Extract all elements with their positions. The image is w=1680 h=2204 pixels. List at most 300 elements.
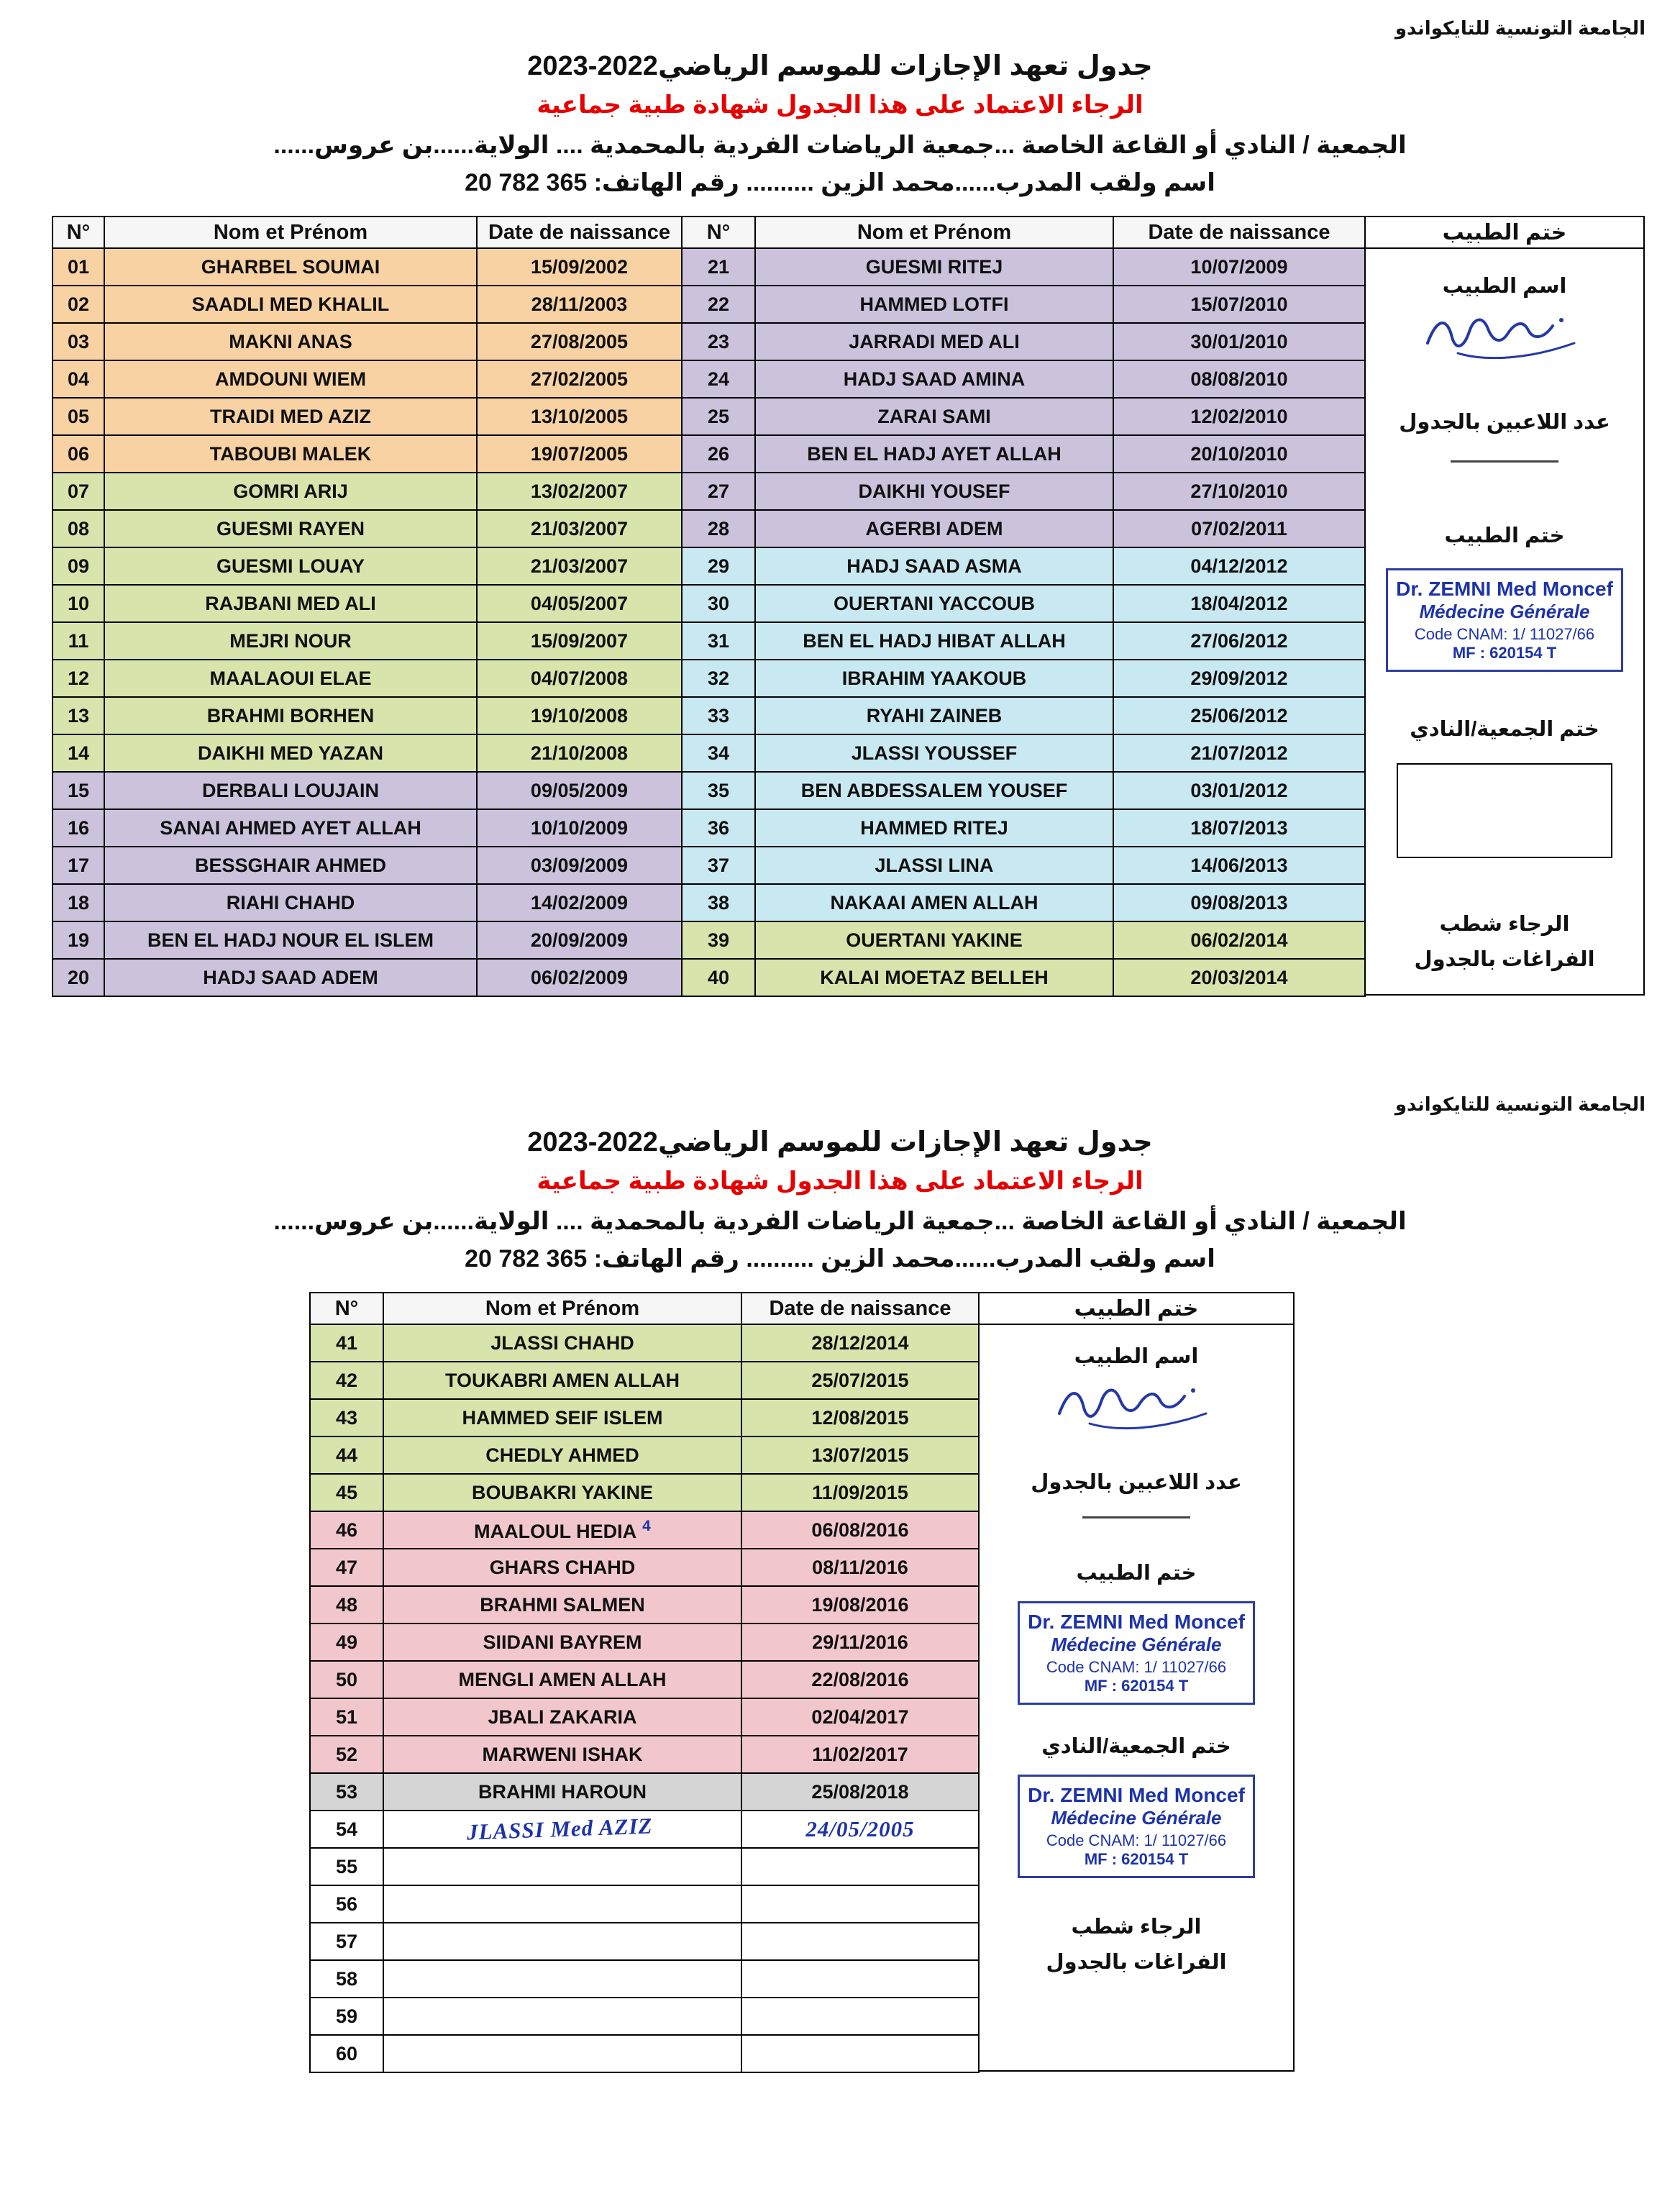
player-row (682, 435, 1365, 473)
player-number: 33 (682, 697, 755, 734)
player-number: 25 (682, 398, 755, 435)
club-stamp-box (1397, 763, 1612, 858)
player-name: BEN EL HADJ NOUR EL ISLEM (104, 921, 477, 959)
player-number: 18 (52, 884, 104, 921)
player-row (682, 622, 1365, 660)
col-header-dob: Date de naissance (477, 217, 682, 248)
form-title: جدول تعهد الإجازات للموسم الرياضي2022-2023 (527, 1127, 1153, 1157)
player-dob: 06/08/2016 (741, 1511, 979, 1549)
player-name: JLASSI LINA (755, 847, 1113, 884)
stamp-column-body (1366, 249, 1643, 994)
player-row (682, 921, 1365, 959)
player-number: 27 (682, 473, 755, 510)
doctor-name-label: اسم الطبيب (1442, 275, 1567, 298)
player-row (52, 622, 682, 660)
player-dob: 09/05/2009 (477, 772, 682, 809)
player-dob: 21/03/2007 (477, 547, 682, 585)
player-dob: 18/07/2013 (1113, 809, 1365, 847)
stamp-column-header: ختم الطبيب (980, 1293, 1293, 1325)
player-row (682, 323, 1365, 360)
player-row (52, 660, 682, 697)
player-row (52, 360, 682, 398)
players-count-label: عدد اللاعبين بالجدول (1031, 1471, 1242, 1494)
player-number: 09 (52, 547, 104, 585)
player-number: 47 (310, 1549, 383, 1586)
player-name: GUESMI RAYEN (104, 510, 477, 547)
player-name: BRAHMI BORHEN (104, 697, 477, 734)
player-dob: 10/10/2009 (477, 809, 682, 847)
player-number: 46 (310, 1511, 383, 1549)
player-dob: 11/02/2017 (741, 1736, 979, 1773)
player-dob: 11/09/2015 (741, 1474, 979, 1511)
player-row (682, 398, 1365, 435)
player-name: RIAHI CHAHD (104, 884, 477, 921)
player-dob: 24/05/2005 (741, 1811, 979, 1848)
player-row (310, 1624, 979, 1661)
player-dob: 04/07/2008 (477, 660, 682, 697)
player-number: 59 (310, 1998, 383, 2035)
stamp-sidebar-top (1364, 216, 1645, 996)
player-name: BOUBAKRI YAKINE (383, 1474, 741, 1511)
player-name: IBRAHIM YAAKOUB (755, 660, 1113, 697)
player-name: TOUKABRI AMEN ALLAH (383, 1362, 741, 1399)
player-dob: 19/08/2016 (741, 1586, 979, 1624)
player-row (682, 547, 1365, 585)
coach-line (0, 168, 1680, 197)
player-name: GHARS CHAHD (383, 1549, 741, 1586)
player-name: OUERTANI YACCOUB (755, 585, 1113, 622)
player-dob: 08/08/2010 (1113, 360, 1365, 398)
stamp-doctor-name: Dr. ZEMNI Med Moncef (1028, 1784, 1245, 1806)
red-notice: الرجاء الاعتماد على هذا الجدول شهادة طبية جماعية (537, 1167, 1143, 1195)
player-dob: 28/12/2014 (741, 1324, 979, 1362)
player-row (52, 921, 682, 959)
player-number: 10 (52, 585, 104, 622)
player-number: 53 (310, 1773, 383, 1811)
doctor-name-label: اسم الطبيب (1074, 1345, 1199, 1368)
player-dob: 07/02/2011 (1113, 510, 1365, 547)
player-row (682, 510, 1365, 547)
pen-mark: 4 (642, 1517, 651, 1534)
header-row (52, 217, 682, 248)
col-header-name: Nom et Prénom (383, 1293, 741, 1324)
doctor-stamp (1018, 1601, 1255, 1705)
player-row (310, 1661, 979, 1698)
player-row (682, 847, 1365, 884)
player-name: HADJ SAAD AMINA (755, 360, 1113, 398)
doctor-stamp-label: ختم الطبيب (1076, 1562, 1197, 1585)
player-name: GUESMI RITEJ (755, 248, 1113, 286)
player-name: AMDOUNI WIEM (104, 360, 477, 398)
player-number: 12 (52, 660, 104, 697)
player-number: 43 (310, 1399, 383, 1436)
col-header-name: Nom et Prénom (755, 217, 1113, 248)
player-dob: 13/07/2015 (741, 1436, 979, 1474)
player-row (310, 1399, 979, 1436)
player-number: 48 (310, 1586, 383, 1624)
player-dob: 25/08/2018 (741, 1773, 979, 1811)
header-row (310, 1293, 979, 1324)
cross-out-note: الرجاء شطب الفراغات بالجدول (1414, 913, 1595, 972)
player-row (52, 959, 682, 996)
player-number: 26 (682, 435, 755, 473)
player-number: 31 (682, 622, 755, 660)
player-row (52, 510, 682, 547)
player-name (383, 1960, 741, 1998)
player-name: BRAHMI HAROUN (383, 1773, 741, 1811)
stamp-sidebar-bottom (978, 1292, 1295, 2072)
player-row (52, 473, 682, 510)
stamp-mf-code: MF : 620154 T (1452, 644, 1557, 662)
player-number: 51 (310, 1698, 383, 1736)
player-row (310, 1511, 979, 1549)
count-blank-line (1082, 1516, 1190, 1518)
player-row (310, 1362, 979, 1399)
player-name: BEN EL HADJ HIBAT ALLAH (755, 622, 1113, 660)
player-name: SANAI AHMED AYET ALLAH (104, 809, 477, 847)
player-dob: 03/01/2012 (1113, 772, 1365, 809)
player-dob: 20/03/2014 (1113, 959, 1365, 996)
player-number: 21 (682, 248, 755, 286)
player-row (682, 660, 1365, 697)
player-row (52, 697, 682, 734)
player-number: 01 (52, 248, 104, 286)
player-name (383, 2035, 741, 2072)
player-dob: 27/10/2010 (1113, 473, 1365, 510)
header-row (682, 217, 1365, 248)
player-number: 05 (52, 398, 104, 435)
player-dob: 27/08/2005 (477, 323, 682, 360)
player-dob: 04/05/2007 (477, 585, 682, 622)
player-number: 56 (310, 1885, 383, 1923)
player-dob: 30/01/2010 (1113, 323, 1365, 360)
phone-number: 20 782 365 (465, 1245, 588, 1272)
player-row (682, 473, 1365, 510)
player-number: 34 (682, 734, 755, 772)
player-number: 03 (52, 323, 104, 360)
player-row (310, 1474, 979, 1511)
club-stamp-label: ختم الجمعية/النادي (1410, 718, 1599, 741)
player-number: 49 (310, 1624, 383, 1661)
player-name: SIIDANI BAYREM (383, 1624, 741, 1661)
player-name: TRAIDI MED AZIZ (104, 398, 477, 435)
doctor-stamp (1386, 568, 1623, 672)
player-number: 19 (52, 921, 104, 959)
player-dob (741, 1885, 979, 1923)
player-name: HAMMED RITEJ (755, 809, 1113, 847)
player-name: BEN EL HADJ AYET ALLAH (755, 435, 1113, 473)
player-row (682, 697, 1365, 734)
stamp-mf-code: MF : 620154 T (1084, 1677, 1189, 1695)
table-band-top (52, 216, 1680, 997)
player-dob: 15/09/2002 (477, 248, 682, 286)
player-number: 13 (52, 697, 104, 734)
player-row (52, 248, 682, 286)
player-number: 45 (310, 1474, 383, 1511)
player-name: MARWENI ISHAK (383, 1736, 741, 1773)
player-dob (741, 1960, 979, 1998)
phone-number: 20 782 365 (465, 169, 588, 196)
stamp-cnam-code: Code CNAM: 1/ 11027/66 (1414, 625, 1595, 643)
player-name: MAKNI ANAS (104, 323, 477, 360)
player-dob (741, 2035, 979, 2072)
player-name: DAIKHI MED YAZAN (104, 734, 477, 772)
player-number: 50 (310, 1661, 383, 1698)
form-section-bottom (0, 1076, 1680, 2073)
player-number: 44 (310, 1436, 383, 1474)
player-number: 54 (310, 1811, 383, 1848)
player-row (52, 772, 682, 809)
player-number: 55 (310, 1848, 383, 1885)
player-row (682, 360, 1365, 398)
cross-out-note: الرجاء شطب الفراغات بالجدول (1046, 1916, 1227, 1975)
player-row (52, 323, 682, 360)
club-stamp-label: ختم الجمعية/النادي (1041, 1735, 1231, 1758)
player-name: JLASSI Med AZIZ (383, 1811, 741, 1848)
player-number: 24 (682, 360, 755, 398)
player-dob (741, 1923, 979, 1960)
player-row (682, 772, 1365, 809)
player-number: 52 (310, 1736, 383, 1773)
col-header-name: Nom et Prénom (104, 217, 477, 248)
player-name (383, 1848, 741, 1885)
player-dob: 14/02/2009 (477, 884, 682, 921)
player-dob: 13/10/2005 (477, 398, 682, 435)
player-row (310, 1736, 979, 1773)
player-row (310, 1960, 979, 1998)
player-dob: 20/09/2009 (477, 921, 682, 959)
player-name: MAALAOUI ELAE (104, 660, 477, 697)
player-name: RAJBANI MED ALI (104, 585, 477, 622)
player-row (310, 1324, 979, 1362)
player-dob: 27/02/2005 (477, 360, 682, 398)
coach-line-text: اسم ولقب المدرب......محمد الزين .......... رقم الهاتف: (587, 169, 1215, 196)
player-row (52, 884, 682, 921)
player-name: DAIKHI YOUSEF (755, 473, 1113, 510)
player-dob: 28/11/2003 (477, 286, 682, 323)
player-name: JLASSI CHAHD (383, 1324, 741, 1362)
player-row (52, 847, 682, 884)
doctor-stamp-label: ختم الطبيب (1444, 524, 1565, 547)
player-dob: 21/10/2008 (477, 734, 682, 772)
coach-line (0, 1244, 1680, 1273)
player-number: 16 (52, 809, 104, 847)
stamp-doctor-name: Dr. ZEMNI Med Moncef (1028, 1611, 1245, 1633)
player-row (682, 734, 1365, 772)
player-name: MENGLI AMEN ALLAH (383, 1661, 741, 1698)
player-name: CHEDLY AHMED (383, 1436, 741, 1474)
player-row (310, 1549, 979, 1586)
player-dob: 02/04/2017 (741, 1698, 979, 1736)
stamp-cnam-code: Code CNAM: 1/ 11027/66 (1046, 1658, 1227, 1676)
stamp-column-body (980, 1325, 1293, 2070)
stamp-doctor-name: Dr. ZEMNI Med Moncef (1396, 578, 1613, 600)
player-row (310, 1923, 979, 1960)
player-name: MAALOUL HEDIA $^4$ (383, 1511, 741, 1549)
player-number: 28 (682, 510, 755, 547)
player-row (52, 809, 682, 847)
player-dob: 08/11/2016 (741, 1549, 979, 1586)
players-table-1-20 (52, 216, 682, 997)
player-dob: 15/07/2010 (1113, 286, 1365, 323)
player-row (310, 1885, 979, 1923)
player-row (310, 2035, 979, 2072)
player-name: KALAI MOETAZ BELLEH (755, 959, 1113, 996)
player-dob: 09/08/2013 (1113, 884, 1365, 921)
player-dob: 25/07/2015 (741, 1362, 979, 1399)
player-name: JLASSI YOUSSEF (755, 734, 1113, 772)
player-number: 06 (52, 435, 104, 473)
player-dob (741, 1998, 979, 2035)
player-number: 07 (52, 473, 104, 510)
player-row (682, 585, 1365, 622)
player-row (310, 1848, 979, 1885)
stamp-specialty: Médecine Générale (1419, 601, 1590, 622)
player-name: TABOUBI MALEK (104, 435, 477, 473)
player-name: BESSGHAIR AHMED (104, 847, 477, 884)
player-number: 02 (52, 286, 104, 323)
player-name (383, 1885, 741, 1923)
player-name: GOMRI ARIJ (104, 473, 477, 510)
doctor-signature (1422, 306, 1587, 370)
player-row (52, 398, 682, 435)
player-dob: 12/08/2015 (741, 1399, 979, 1436)
player-dob: 22/08/2016 (741, 1661, 979, 1698)
player-name: JARRADI MED ALI (755, 323, 1113, 360)
coach-line-text: اسم ولقب المدرب......محمد الزين .......... رقم الهاتف: (587, 1245, 1215, 1272)
player-dob: 15/09/2007 (477, 622, 682, 660)
player-row (310, 1436, 979, 1474)
player-name: GUESMI LOUAY (104, 547, 477, 585)
player-row (682, 809, 1365, 847)
player-name: HADJ SAAD ADEM (104, 959, 477, 996)
doctor-signature (1054, 1376, 1219, 1441)
player-number: 08 (52, 510, 104, 547)
player-name: NAKAAI AMEN ALLAH (755, 884, 1113, 921)
player-number: 41 (310, 1324, 383, 1362)
player-number: 42 (310, 1362, 383, 1399)
form-title: جدول تعهد الإجازات للموسم الرياضي2022-2023 (527, 51, 1153, 81)
club-line: الجمعية / النادي أو القاعة الخاصة ...جمعية الرياضات الفردية بالمحمدية .... الولاية......بن عروس...... (273, 1208, 1407, 1235)
player-number: 60 (310, 2035, 383, 2072)
player-dob (741, 1848, 979, 1885)
player-row (52, 547, 682, 585)
player-dob: 25/06/2012 (1113, 697, 1365, 734)
player-name: HAMMED SEIF ISLEM (383, 1399, 741, 1436)
player-number: 35 (682, 772, 755, 809)
count-blank-line (1451, 460, 1558, 463)
player-row (52, 734, 682, 772)
player-name: OUERTANI YAKINE (755, 921, 1113, 959)
stamp-specialty: Médecine Générale (1051, 1634, 1222, 1655)
player-name: AGERBI ADEM (755, 510, 1113, 547)
player-row (682, 959, 1365, 996)
player-dob: 27/06/2012 (1113, 622, 1365, 660)
player-dob: 29/11/2016 (741, 1624, 979, 1661)
player-row (52, 286, 682, 323)
player-row (310, 1773, 979, 1811)
player-number: 39 (682, 921, 755, 959)
player-dob: 03/09/2009 (477, 847, 682, 884)
player-row (682, 248, 1365, 286)
player-name: MEJRI NOUR (104, 622, 477, 660)
player-row (310, 1811, 979, 1848)
player-number: 15 (52, 772, 104, 809)
player-name (383, 1998, 741, 2035)
player-number: 20 (52, 959, 104, 996)
player-dob: 19/07/2005 (477, 435, 682, 473)
player-name: ZARAI SAMI (755, 398, 1113, 435)
player-number: 22 (682, 286, 755, 323)
player-number: 32 (682, 660, 755, 697)
stamp-cnam-code: Code CNAM: 1/ 11027/66 (1046, 1831, 1227, 1849)
col-header-num: N° (310, 1293, 383, 1324)
player-name: BEN ABDESSALEM YOUSEF (755, 772, 1113, 809)
player-row (310, 1586, 979, 1624)
players-count-label: عدد اللاعبين بالجدول (1399, 411, 1610, 434)
player-dob: 06/02/2009 (477, 959, 682, 996)
player-name: JBALI ZAKARIA (383, 1698, 741, 1736)
players-table-21-40 (681, 216, 1366, 997)
doctor-stamp-second (1018, 1775, 1255, 1878)
player-row (682, 884, 1365, 921)
player-dob: 21/03/2007 (477, 510, 682, 547)
player-dob: 20/10/2010 (1113, 435, 1365, 473)
player-dob: 19/10/2008 (477, 697, 682, 734)
player-row (52, 435, 682, 473)
col-header-dob: Date de naissance (741, 1293, 979, 1324)
player-name: GHARBEL SOUMAI (104, 248, 477, 286)
player-name: SAADLI MED KHALIL (104, 286, 477, 323)
federation-label: الجامعة التونسية للتايكواندو (1394, 17, 1645, 39)
player-number: 11 (52, 622, 104, 660)
red-notice: الرجاء الاعتماد على هذا الجدول شهادة طبية جماعية (537, 91, 1143, 119)
player-dob: 04/12/2012 (1113, 547, 1365, 585)
player-name: BRAHMI SALMEN (383, 1586, 741, 1624)
players-table-41-60 (309, 1292, 980, 2073)
col-header-num: N° (52, 217, 104, 248)
player-dob: 21/07/2012 (1113, 734, 1365, 772)
player-number: 17 (52, 847, 104, 884)
player-number: 29 (682, 547, 755, 585)
player-number: 36 (682, 809, 755, 847)
player-number: 30 (682, 585, 755, 622)
stamp-column-header: ختم الطبيب (1366, 217, 1643, 249)
player-row (310, 1998, 979, 2035)
player-number: 38 (682, 884, 755, 921)
club-line: الجمعية / النادي أو القاعة الخاصة ...جمعية الرياضات الفردية بالمحمدية .... الولاية......بن عروس...... (273, 132, 1407, 159)
player-number: 04 (52, 360, 104, 398)
player-dob: 10/07/2009 (1113, 248, 1365, 286)
player-number: 40 (682, 959, 755, 996)
col-header-num: N° (682, 217, 755, 248)
player-dob: 13/02/2007 (477, 473, 682, 510)
col-header-dob: Date de naissance (1113, 217, 1365, 248)
player-number: 58 (310, 1960, 383, 1998)
player-name: HAMMED LOTFI (755, 286, 1113, 323)
player-dob: 18/04/2012 (1113, 585, 1365, 622)
player-name: HADJ SAAD ASMA (755, 547, 1113, 585)
player-row (310, 1698, 979, 1736)
player-dob: 06/02/2014 (1113, 921, 1365, 959)
player-dob: 14/06/2013 (1113, 847, 1365, 884)
federation-label: الجامعة التونسية للتايكواندو (1394, 1093, 1645, 1115)
player-row (52, 585, 682, 622)
player-name (383, 1923, 741, 1960)
form-section-top (0, 0, 1680, 997)
player-row (682, 286, 1365, 323)
stamp-specialty: Médecine Générale (1051, 1807, 1222, 1829)
